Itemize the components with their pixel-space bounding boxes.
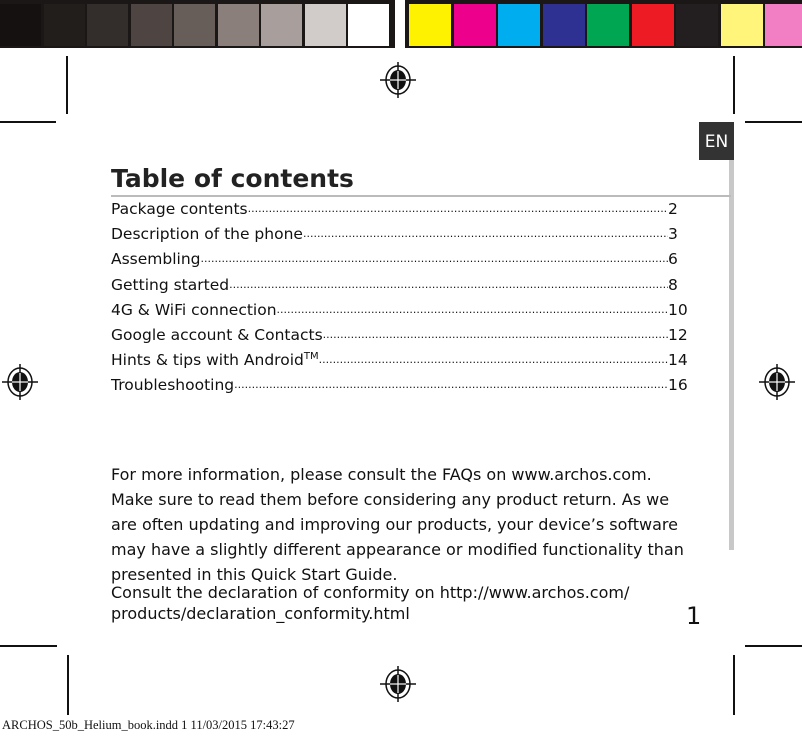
crop-mark [67, 655, 69, 715]
dot-leader [319, 353, 668, 369]
toc-entry-label: Hints & tips with Android [111, 351, 304, 370]
toc-entry-label: Assembling [111, 250, 201, 269]
toc-entry[interactable] [111, 200, 686, 218]
crop-mark [66, 56, 68, 114]
toc-entry-label: Troubleshooting [111, 376, 235, 395]
crop-mark [745, 121, 802, 123]
crop-mark [0, 645, 57, 647]
toc-entry-page: 8 [668, 275, 678, 294]
gray-swatch [218, 4, 259, 46]
toc-entry-page: 3 [668, 225, 678, 244]
registration-mark-icon [759, 364, 795, 400]
toc-entry[interactable] [111, 250, 686, 268]
side-rule [729, 160, 734, 550]
toc-entry-page: 16 [668, 376, 688, 395]
gray-swatch [87, 4, 128, 46]
info-paragraph: For more information, please consult the FAQs on www.archos.com. Make sure to read them before considering any product return. As we are often updating and improving our products, your device’s software may have a slightly different appearance or modified functionality than presented in this Quick Start Guide. [111, 465, 684, 584]
color-swatch [454, 4, 496, 46]
toc-entry-label: Getting started [111, 275, 230, 294]
toc-entry[interactable] [111, 326, 686, 344]
dot-leader [303, 227, 668, 243]
toc-entry[interactable] [111, 276, 686, 294]
gray-swatch [174, 4, 215, 46]
gray-swatch [261, 4, 302, 46]
toc-entry-page: 2 [668, 200, 678, 218]
crop-mark [733, 655, 735, 715]
color-swatch [498, 4, 540, 46]
print-slug: ARCHOS_50b_Helium_book.indd 1 11/03/2015 17:43:27 [2, 718, 295, 732]
registration-mark-icon [380, 62, 416, 98]
dot-leader [229, 278, 668, 294]
dot-leader [277, 303, 668, 319]
toc-entry-page: 12 [668, 326, 688, 344]
crop-mark [745, 645, 802, 647]
dot-leader [248, 202, 668, 218]
color-swatch [676, 4, 718, 46]
dot-leader [201, 252, 668, 268]
color-swatch [543, 4, 585, 46]
registration-mark-icon [380, 666, 416, 702]
toc-entry[interactable] [111, 351, 686, 369]
toc-entry-page: 10 [668, 300, 688, 319]
toc-entry[interactable] [111, 301, 686, 319]
color-swatch [721, 4, 763, 46]
color-swatch [409, 4, 451, 46]
dot-leader [323, 328, 668, 344]
language-tab: EN [699, 122, 734, 160]
color-swatch [587, 4, 629, 46]
gray-swatch [348, 4, 389, 46]
page-title: Table of contents [111, 164, 354, 193]
toc-entry[interactable] [111, 376, 686, 394]
color-swatch [765, 4, 802, 46]
gray-swatch [131, 4, 172, 46]
toc-entry-label: Google account & Contacts [111, 326, 323, 344]
toc-entry[interactable] [111, 225, 686, 243]
color-swatch [632, 4, 674, 46]
crop-mark [0, 121, 56, 123]
gray-swatch [305, 4, 346, 46]
conformity-note: Consult the declaration of conformity on http://www.archos.com/ products/declaration_conformity.html [111, 583, 630, 623]
gray-swatch [0, 4, 41, 46]
page-number: 1 [686, 602, 702, 630]
toc-entry-page: 14 [668, 351, 688, 370]
toc-entry-label: 4G & WiFi connection [111, 300, 277, 319]
toc-entry-page: 6 [668, 250, 678, 269]
trademark-mark: TM [303, 351, 319, 363]
gray-swatch [44, 4, 85, 46]
toc-entry-label: Description of the phone [111, 225, 303, 244]
toc-entry-label: Package contents [111, 200, 248, 218]
registration-mark-icon [2, 364, 38, 400]
title-underline [111, 195, 731, 197]
crop-mark [733, 56, 735, 114]
dot-leader [234, 378, 668, 394]
